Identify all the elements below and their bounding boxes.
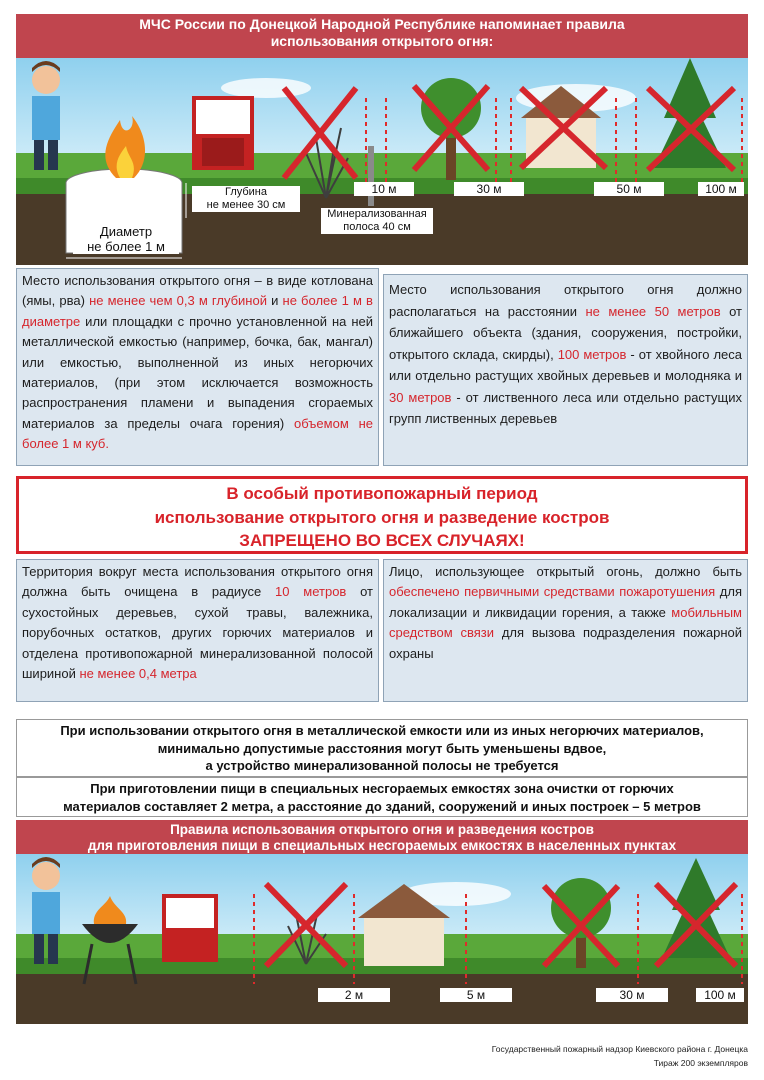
text: для вызова подразделения пожарной охраны [389, 625, 742, 661]
text: для локализации и ликвидации горения, а также [389, 584, 743, 620]
metal-container-notice [16, 719, 748, 777]
depth-line-2: не менее 30 см [206, 199, 286, 211]
mineral-strip-line-2: полоса 40 см [343, 221, 411, 233]
diameter-label [73, 224, 179, 254]
notice-line: минимально допустимые расстояния могут быть уменьшены вдвое, [157, 740, 607, 756]
distance-label: 10 м [354, 182, 414, 196]
notice-line: материалов составляет 2 метра, а расстояние до зданий, сооружений и иных построек – 5 метров [63, 798, 701, 814]
person-shirt [32, 892, 60, 934]
cooking-rules-banner [16, 820, 748, 854]
bottom-illustration [16, 854, 748, 1024]
footer-print-run: Тираж 200 экземпляров [653, 1058, 748, 1068]
distance-label: 100 м [696, 988, 744, 1002]
diameter-line-1: Диаметр [99, 224, 153, 239]
diameter-line-2: не более 1 м [87, 239, 165, 254]
highlight: не более 1 м в диаметре [22, 293, 373, 329]
person-head [32, 66, 60, 94]
text: от ближайшего объекта (здания, сооружения, постройки, открытого склада, скирды), [389, 303, 742, 362]
fire-shield-panel [166, 898, 214, 928]
notice-line: а устройство минерализованной полосы не требуется [205, 758, 559, 773]
text: - от лиственного леса или отдельно растущих групп лиственных деревьев [389, 389, 742, 426]
highlight: объемом не более 1 м куб. [22, 415, 374, 452]
text: от сухостойных деревьев, сухой травы, валежника, порубочных остатков, других горючих материалов и отделена противопожарной минерализованной полосой шириной [22, 584, 374, 682]
highlight: не менее чем 0,3 м глубиной [89, 293, 267, 309]
subheader-line-2: для приготовления пищи в специальных несгораемых емкостях в населенных пунктах [87, 838, 677, 853]
footer-publisher: Государственный пожарный надзор Киевского района г. Донецка [491, 1044, 748, 1054]
highlight: мобильным средством связи [389, 604, 742, 641]
fire-ban-warning [16, 476, 748, 554]
distance-label: 30 м [596, 988, 668, 1002]
text: - от хвойного леса или отдельно растущих хвойных деревьев и молодняка и [389, 346, 743, 383]
cloud [221, 78, 311, 98]
subheader-line-1: Правила использования открытого огня и разведения костров [170, 822, 594, 837]
depth-label [192, 186, 300, 212]
fire-shield-panel [196, 100, 250, 134]
text: Место использования открытого огня – в виде котлована (ямы, рва) [22, 273, 373, 309]
header-line-1: МЧС России по Донецкой Народной Республике напоминает правила [139, 16, 625, 32]
distance-label: 50 м [594, 182, 664, 196]
mineral-strip-line-1: Минерализованная [327, 208, 427, 220]
pit-requirements-box [16, 268, 379, 466]
house-icon [364, 918, 444, 966]
highlight: не менее 50 метров [585, 303, 721, 319]
text: Место использования открытого огня должно располагаться на расстоянии [389, 282, 742, 319]
person-leg [34, 140, 44, 170]
distance-label: 2 м [318, 988, 390, 1002]
text: и [266, 293, 283, 309]
notice-line: При приготовлении пищи в специальных несгораемых емкостях зона очистки от горючих [90, 781, 674, 796]
person-shirt [32, 96, 60, 140]
clearance-requirements-box [16, 559, 379, 702]
header-line-2: использования открытого огня: [270, 33, 494, 49]
distance-label: 5 м [440, 988, 512, 1002]
mineral-strip-post [368, 146, 374, 206]
equipment-requirements-box [383, 559, 748, 702]
highlight: 100 метров [557, 346, 627, 362]
highlight: 30 метров [389, 389, 452, 405]
text: или площадки с прочно установленной на ней металлической емкостью (например, бочка, бак, мангал) или емкостью, выполненной из иных негорючих материалов, (при этом исключается возможность распространения пламени и выпадения сгораемых материалов за пределы очага горения) [22, 313, 373, 431]
top-illustration [16, 58, 748, 265]
cooking-notice [16, 777, 748, 817]
distance-requirements-box [383, 274, 748, 466]
highlight: обеспечено первичными средствами пожаротушения [389, 584, 716, 600]
mineral-strip-label [321, 208, 433, 234]
highlight: не менее 0,4 метра [79, 666, 197, 682]
person-leg [48, 934, 58, 964]
fire-shield-box [202, 138, 244, 166]
depth-line-1: Глубина [224, 186, 268, 198]
person-leg [48, 140, 58, 170]
warning-line-3: ЗАПРЕЩЕНО ВО ВСЕХ СЛУЧАЯХ! [239, 531, 525, 550]
distance-label: 100 м [698, 182, 744, 196]
warning-line-1: В особый противопожарный период [226, 484, 538, 503]
warning-line-2: использование открытого огня и разведение костров [154, 507, 610, 527]
distance-label: 30 м [454, 182, 524, 196]
text: Лицо, использующее открытый огонь, должно быть [389, 564, 742, 579]
text: Территория вокруг места использования открытого огня должна быть очищена в радиусе [22, 564, 373, 600]
person-head [32, 862, 60, 890]
header-banner [16, 14, 748, 58]
notice-line: При использовании открытого огня в металлической емкости или из иных негорючих материалов, [60, 723, 704, 738]
highlight: 10 метров [275, 584, 347, 600]
person-leg [34, 934, 44, 964]
